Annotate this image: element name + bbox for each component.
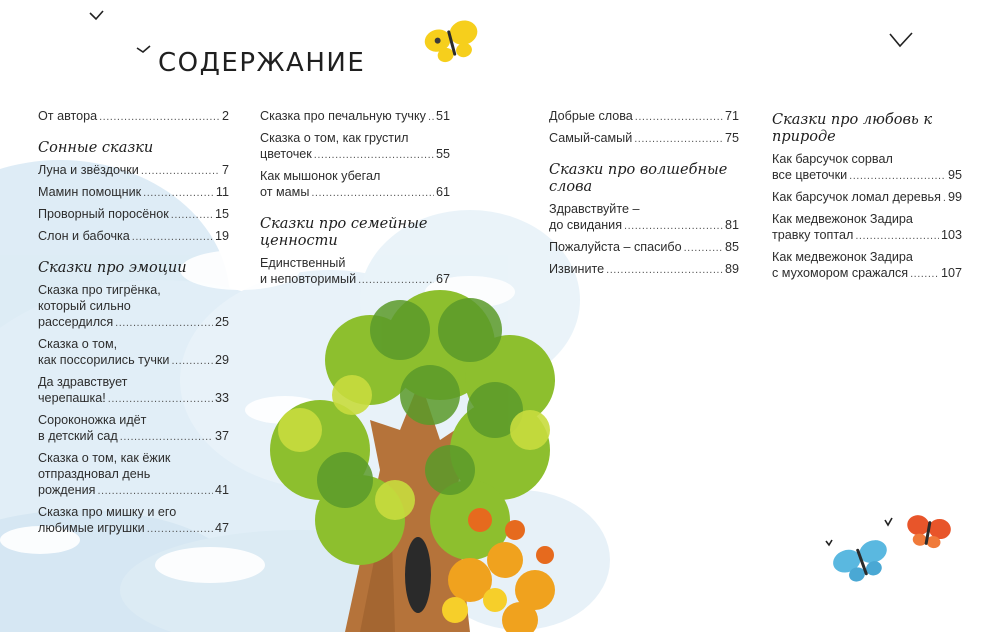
dot-leader: [428, 109, 434, 125]
section-heading: Сказки про любовь к природе: [772, 112, 933, 145]
entry-title-line: Да здравствует: [38, 375, 128, 389]
section-gap: [38, 250, 229, 260]
entry-title-line: с мухомором сражался: [772, 266, 909, 280]
page-number: 71: [724, 109, 739, 123]
entry-last-line: [38, 206, 229, 223]
page-number: 67: [435, 272, 450, 286]
entry-title-line: Пожалуйста – спасибо: [549, 240, 682, 254]
entry-last-line: [549, 130, 739, 147]
toc-entry: [549, 130, 739, 147]
toc-entry: [38, 228, 229, 245]
page-number: 25: [214, 315, 229, 329]
entry-last-line: [549, 217, 739, 234]
entry-title-line: Сказка о том,: [38, 337, 118, 351]
toc-entry: [260, 168, 450, 201]
page-number: 7: [221, 163, 229, 177]
section-gap: [260, 206, 450, 216]
dot-leader: [120, 429, 213, 445]
entry-last-line: [38, 184, 229, 201]
entry-title-line: Самый-самый: [549, 131, 633, 145]
page-number: 89: [724, 262, 739, 276]
entry-title-line: любимые игрушки: [38, 521, 145, 535]
dot-leader: [141, 163, 220, 179]
page-number: 11: [215, 185, 229, 199]
page-number: 95: [947, 168, 962, 182]
entry-last-line: [38, 520, 229, 537]
entry-title-line: черепашка!: [38, 391, 106, 405]
toc-entry: [38, 282, 229, 331]
entry-title-line: Сказка про печальную тучку: [260, 109, 426, 123]
entry-title-line: Слон и бабочка: [38, 229, 130, 243]
toc-entry: [260, 108, 450, 125]
entry-last-line: [260, 146, 450, 163]
entry-title-line: Сороконожка идёт: [38, 413, 147, 427]
entry-title-line: до свидания: [549, 218, 623, 232]
toc-entry: [549, 239, 739, 256]
toc-entry: [260, 255, 450, 288]
toc-entry: [549, 261, 739, 278]
page-number: 19: [214, 229, 229, 243]
section-gap: [38, 130, 229, 140]
entry-last-line: [38, 228, 229, 245]
entry-last-line: [772, 189, 962, 206]
entry-title-line: Здравствуйте –: [549, 202, 640, 216]
dot-leader: [910, 266, 939, 282]
dot-leader: [143, 185, 214, 201]
entry-title-line: Единственный: [260, 256, 346, 270]
entry-title-line: как поссорились тучки: [38, 353, 170, 367]
entry-last-line: [260, 108, 450, 125]
entry-title-line: Сказка про тигрёнка,: [38, 283, 161, 297]
toc-entry: [772, 151, 962, 184]
toc-entry: [772, 249, 962, 282]
blue-butterfly: [830, 536, 894, 587]
entry-last-line: [772, 265, 962, 282]
toc-entry: [772, 189, 962, 206]
entry-title-line: который сильно: [38, 299, 131, 313]
toc-entry: [772, 211, 962, 244]
entry-title-line: травку топтал: [772, 228, 854, 242]
entry-last-line: [38, 108, 229, 125]
entry-title-line: Мамин помощник: [38, 185, 142, 199]
page-number: 51: [435, 109, 450, 123]
entry-title-line: От автора: [38, 109, 98, 123]
toc-entry: [38, 336, 229, 369]
page-number: 85: [724, 240, 739, 254]
entry-title-line: и неповторимый: [260, 272, 357, 286]
page-number: 41: [214, 483, 229, 497]
section-heading: Сказки про волшебные слова: [549, 162, 728, 195]
entry-title-line: Добрые слова: [549, 109, 633, 123]
toc-entry: [38, 374, 229, 407]
toc-entry: [38, 206, 229, 223]
toc-entry: [38, 162, 229, 179]
dot-leader: [171, 207, 213, 223]
entry-last-line: [549, 261, 739, 278]
entry-last-line: [38, 390, 229, 407]
page-number: 75: [724, 131, 739, 145]
yellow-butterfly: [422, 17, 483, 66]
dot-leader: [314, 147, 434, 163]
page-number: 55: [435, 147, 450, 161]
entry-title-line: Сказка о том, как грустил: [260, 131, 409, 145]
section-heading: Сонные сказки: [38, 140, 154, 156]
toc-entry: [260, 130, 450, 163]
page-number: 81: [724, 218, 739, 232]
toc-entry: [38, 450, 229, 499]
dot-leader: [311, 185, 434, 201]
dot-leader: [855, 228, 939, 244]
page-number: 37: [214, 429, 229, 443]
toc-entry: [38, 184, 229, 201]
entry-title-line: от мамы: [260, 185, 310, 199]
entry-title-line: рассердился: [38, 315, 114, 329]
toc-column-4: [772, 112, 962, 287]
entry-title-line: Сказка о том, как ёжик: [38, 451, 171, 465]
toc-entry: [549, 108, 739, 125]
entry-title-line: цветочек: [260, 147, 312, 161]
dot-leader: [684, 240, 723, 256]
page-number: 2: [221, 109, 229, 123]
dot-leader: [115, 315, 213, 331]
section-gap: [549, 152, 739, 162]
dot-leader: [108, 391, 213, 407]
dot-leader: [171, 353, 213, 369]
entry-last-line: [549, 239, 739, 256]
entry-last-line: [38, 428, 229, 445]
dot-leader: [634, 131, 723, 147]
entry-last-line: [260, 271, 450, 288]
toc-entry: [38, 412, 229, 445]
entry-title-line: рождения: [38, 483, 96, 497]
toc-entry: [549, 201, 739, 234]
dot-leader: [132, 229, 213, 245]
page-number: 29: [214, 353, 229, 367]
section-heading: Сказки про эмоции: [38, 260, 187, 276]
dot-leader: [849, 168, 946, 184]
entry-last-line: [772, 167, 962, 184]
entry-title-line: Как мышонок убегал: [260, 169, 381, 183]
entry-last-line: [38, 162, 229, 179]
entry-title-line: в детский сад: [38, 429, 118, 443]
page-title: СОДЕРЖАНИЕ: [158, 48, 366, 78]
entry-title-line: Как медвежонок Задира: [772, 212, 913, 226]
entry-title-line: Как барсучок ломал деревья: [772, 190, 941, 204]
dot-leader: [99, 109, 220, 125]
toc-column-1: [38, 108, 229, 542]
section-heading: Сказки про семейные ценности: [260, 216, 428, 249]
dot-leader: [147, 521, 213, 537]
toc-entry: [38, 108, 229, 125]
dot-leader: [943, 190, 946, 206]
dot-leader: [358, 272, 434, 288]
page-number: 61: [435, 185, 450, 199]
page-number: 47: [214, 521, 229, 535]
entry-title-line: Как медвежонок Задира: [772, 250, 913, 264]
page-number: 107: [940, 266, 962, 280]
entry-title-line: Сказка про мишку и его: [38, 505, 177, 519]
entry-last-line: [38, 314, 229, 331]
entry-title-line: отпраздновал день: [38, 467, 151, 481]
entry-last-line: [549, 108, 739, 125]
entry-title-line: Луна и звёздочки: [38, 163, 139, 177]
entry-last-line: [260, 184, 450, 201]
entry-last-line: [38, 352, 229, 369]
entry-title-line: Извините: [549, 262, 605, 276]
entry-title-line: все цветочки: [772, 168, 848, 182]
dot-leader: [97, 483, 213, 499]
dot-leader: [624, 218, 723, 234]
toc-entry: [38, 504, 229, 537]
page-number: 99: [947, 190, 962, 204]
entry-last-line: [38, 482, 229, 499]
dot-leader: [635, 109, 723, 125]
dot-leader: [606, 262, 723, 278]
orange-butterfly: [904, 513, 953, 550]
entry-title-line: Проворный поросёнок: [38, 207, 169, 221]
toc-column-3: [549, 108, 739, 283]
entry-title-line: Как барсучок сорвал: [772, 152, 893, 166]
page-number: 33: [214, 391, 229, 405]
toc-column-2: [260, 108, 450, 293]
page-number: 103: [940, 228, 962, 242]
entry-last-line: [772, 227, 962, 244]
page-number: 15: [214, 207, 229, 221]
